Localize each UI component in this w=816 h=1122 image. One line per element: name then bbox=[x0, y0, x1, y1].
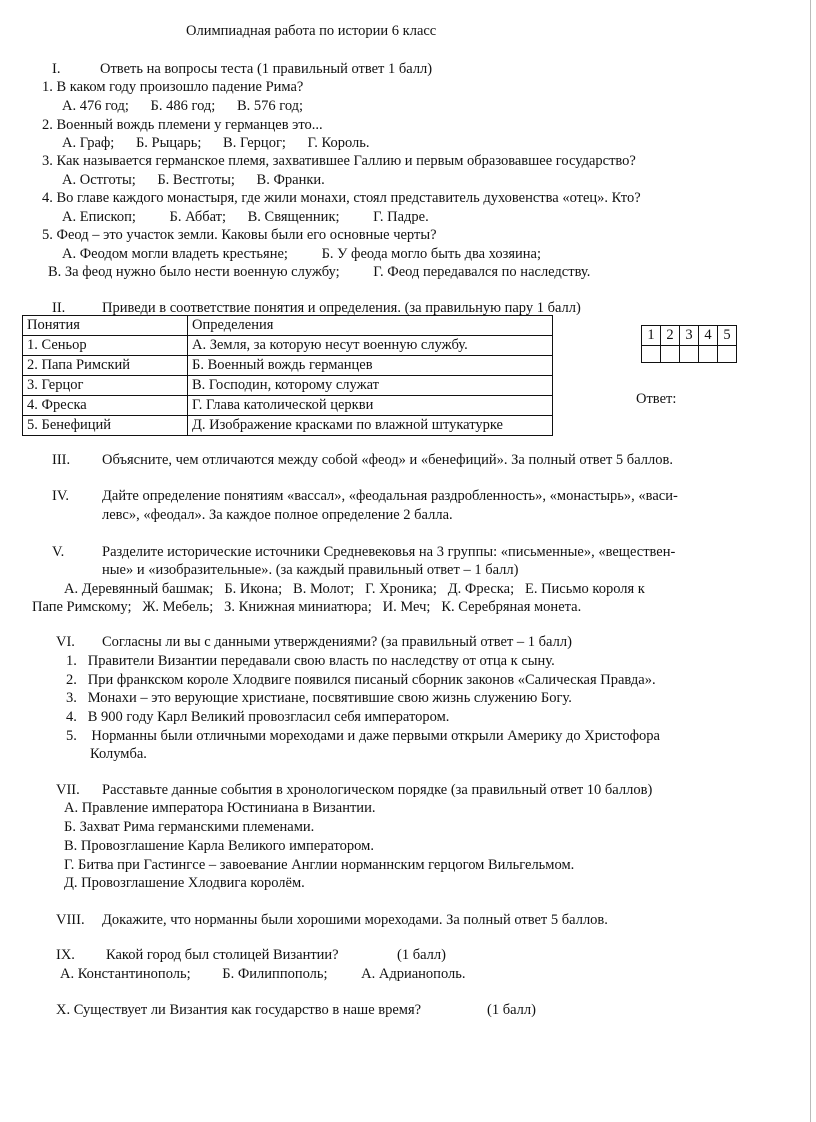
option: Г. Король. bbox=[307, 135, 370, 151]
section-9-heading: Какой город был столицей Византии? bbox=[106, 947, 339, 963]
question-4: 4. Во главе каждого монастыря, где жили монахи, стоял представитель духовенства «отец». Кто? bbox=[42, 190, 641, 206]
option: А. Феодом могли владеть крестьяне; bbox=[62, 246, 288, 262]
answer-grid bbox=[641, 325, 737, 363]
table-row bbox=[23, 336, 553, 356]
answer-label: Ответ: bbox=[636, 391, 677, 407]
event-b: Б. Захват Рима германскими племенами. bbox=[64, 819, 315, 835]
option: Б. У феода могло быть два хозяина; bbox=[321, 246, 542, 262]
statement-4: 4. В 900 году Карл Великий провозгласил себя императором. bbox=[66, 709, 450, 725]
question-5: 5. Феод – это участок земли. Каковы были его основные черты? bbox=[42, 227, 437, 243]
section-7-number: VII. bbox=[56, 782, 80, 798]
option: Б. Аббат; bbox=[169, 209, 227, 225]
table-cell: 2. Папа Римский bbox=[23, 356, 188, 376]
option: А. Адрианополь. bbox=[361, 966, 466, 982]
answer-number: 4 bbox=[699, 326, 718, 346]
table-cell: 5. Бенефиций bbox=[23, 416, 188, 436]
option: Б. 486 год; bbox=[150, 98, 216, 114]
section-6-number: VI. bbox=[56, 634, 75, 650]
event-c: В. Провозглашение Карла Великого императором. bbox=[64, 838, 374, 854]
answer-blank[interactable] bbox=[718, 346, 737, 363]
question-2-options bbox=[62, 134, 388, 153]
section-3-text: Объясните, чем отличаются между собой «феод» и «бенефиций». За полный ответ 5 баллов. bbox=[102, 452, 673, 468]
section-5-line-1: Разделите исторические источники Средневековья на 3 группы: «письменные», «веществен- bbox=[102, 544, 676, 560]
option: Б. Вестготы; bbox=[157, 172, 235, 188]
table-row bbox=[23, 416, 553, 436]
answer-blank[interactable] bbox=[699, 346, 718, 363]
section-9-options bbox=[60, 965, 483, 984]
option: В. Священник; bbox=[247, 209, 340, 225]
section-4-line-1: Дайте определение понятиям «вассал», «феодальная раздробленность», «монастырь», «васи- bbox=[102, 488, 678, 504]
answer-blank[interactable] bbox=[661, 346, 680, 363]
option: А. Епископ; bbox=[62, 209, 136, 225]
question-5-options bbox=[62, 245, 559, 264]
event-d: Г. Битва при Гастингсе – завоевание Англии норманнским герцогом Вильгельмом. bbox=[64, 857, 575, 873]
section-2-heading: Приведи в соответствие понятия и определения. (за правильную пару 1 балл) bbox=[102, 300, 581, 316]
answer-number: 1 bbox=[642, 326, 661, 346]
statement-5-continued: Колумба. bbox=[90, 746, 147, 762]
event-a: А. Правление императора Юстиниана в Византии. bbox=[64, 800, 376, 816]
scan-edge-line bbox=[810, 0, 811, 1122]
question-1: 1. В каком году произошло падение Рима? bbox=[42, 79, 304, 95]
question-2: 2. Военный вождь племени у германцев это... bbox=[42, 117, 323, 133]
option: Б. Рыцарь; bbox=[135, 135, 202, 151]
question-4-options bbox=[62, 208, 447, 227]
answer-grid-header bbox=[642, 326, 737, 346]
option: В. Франки. bbox=[256, 172, 325, 188]
section-4-number: IV. bbox=[52, 488, 70, 504]
section-1-heading: Ответь на вопросы теста (1 правильный ответ 1 балл) bbox=[100, 61, 433, 77]
option: Г. Падре. bbox=[373, 209, 429, 225]
section-2-number: II. bbox=[52, 300, 66, 316]
question-3: 3. Как называется германское племя, захватившее Галлию и первым образовавшее государство? bbox=[42, 153, 636, 169]
section-9-number: IX. bbox=[56, 947, 75, 963]
definitions-table bbox=[22, 315, 553, 436]
section-4-line-2: левс», «феодал». За каждое полное определение 2 балла. bbox=[102, 507, 453, 523]
table-cell: А. Земля, за которую несут военную службу. bbox=[188, 336, 553, 356]
table-header-cell: Понятия bbox=[23, 316, 188, 336]
table-cell: Д. Изображение красками по влажной штукатурке bbox=[188, 416, 553, 436]
section-6-heading: Согласны ли вы с данными утверждениями? (за правильный ответ – 1 балл) bbox=[102, 634, 572, 650]
statement-2: 2. При франкском короле Хлодвиге появился писаный сборник законов «Салическая Правда». bbox=[66, 672, 656, 688]
question-3-options bbox=[62, 171, 343, 190]
event-e: Д. Провозглашение Хлодвига королём. bbox=[64, 875, 305, 891]
answer-grid-blanks bbox=[642, 346, 737, 363]
option: А. 476 год; bbox=[62, 98, 129, 114]
table-cell: В. Господин, которому служат bbox=[188, 376, 553, 396]
table-row bbox=[23, 396, 553, 416]
table-cell: 1. Сеньор bbox=[23, 336, 188, 356]
section-3-number: III. bbox=[52, 452, 71, 468]
table-header-cell: Определения bbox=[188, 316, 553, 336]
section-5-items-1: А. Деревянный башмак; Б. Икона; В. Молот; Г. Хроника; Д. Фреска; Е. Письмо короля к bbox=[64, 581, 645, 597]
option: А. Константинополь; bbox=[60, 966, 191, 982]
section-8-text: Докажите, что норманны были хорошими мореходами. За полный ответ 5 баллов. bbox=[102, 912, 608, 928]
section-7-heading: Расставьте данные события в хронологическом порядке (за правильный ответ 10 баллов) bbox=[102, 782, 653, 798]
section-9-points: (1 балл) bbox=[397, 947, 446, 963]
section-10-text: X. Существует ли Византия как государство в наше время? bbox=[56, 1002, 422, 1018]
option: В. За феод нужно было нести военную службу; bbox=[48, 264, 340, 280]
answer-blank[interactable] bbox=[680, 346, 699, 363]
section-5-line-2: ные» и «изобразительные». (за каждый правильный ответ – 1 балл) bbox=[102, 562, 519, 578]
section-5-items-2: Папе Римскому; Ж. Мебель; З. Книжная миниатюра; И. Меч; К. Серебряная монета. bbox=[32, 599, 582, 615]
table-cell: Б. Военный вождь германцев bbox=[188, 356, 553, 376]
option: А. Остготы; bbox=[62, 172, 136, 188]
statement-1: 1. Правители Византии передавали свою власть по наследству от отца к сыну. bbox=[66, 653, 555, 669]
option: В. 576 год; bbox=[236, 98, 304, 114]
option: А. Граф; bbox=[62, 135, 115, 151]
option: Г. Феод передавался по наследству. bbox=[373, 264, 591, 280]
answer-number: 2 bbox=[661, 326, 680, 346]
section-10-points: (1 балл) bbox=[487, 1002, 536, 1018]
table-cell: 4. Фреска bbox=[23, 396, 188, 416]
section-5-number: V. bbox=[52, 544, 65, 560]
answer-number: 5 bbox=[718, 326, 737, 346]
statement-5: 5. Норманны были отличными мореходами и даже первыми открыли Америку до Христофора bbox=[66, 728, 660, 744]
table-cell: 3. Герцог bbox=[23, 376, 188, 396]
table-cell: Г. Глава католической церкви bbox=[188, 396, 553, 416]
option: В. Герцог; bbox=[223, 135, 286, 151]
question-1-options bbox=[62, 97, 321, 116]
answer-number: 3 bbox=[680, 326, 699, 346]
question-5-options-2 bbox=[48, 263, 608, 282]
statement-3: 3. Монахи – это верующие христиане, посвятившие свою жизнь служению Богу. bbox=[66, 690, 572, 706]
answer-blank[interactable] bbox=[642, 346, 661, 363]
section-8-number: VIII. bbox=[56, 912, 85, 928]
table-header-row bbox=[23, 316, 553, 336]
option: Б. Филиппополь; bbox=[222, 966, 328, 982]
table-row bbox=[23, 356, 553, 376]
table-row bbox=[23, 376, 553, 396]
section-1-number: I. bbox=[52, 61, 61, 77]
page-title: Олимпиадная работа по истории 6 класс bbox=[186, 23, 437, 39]
